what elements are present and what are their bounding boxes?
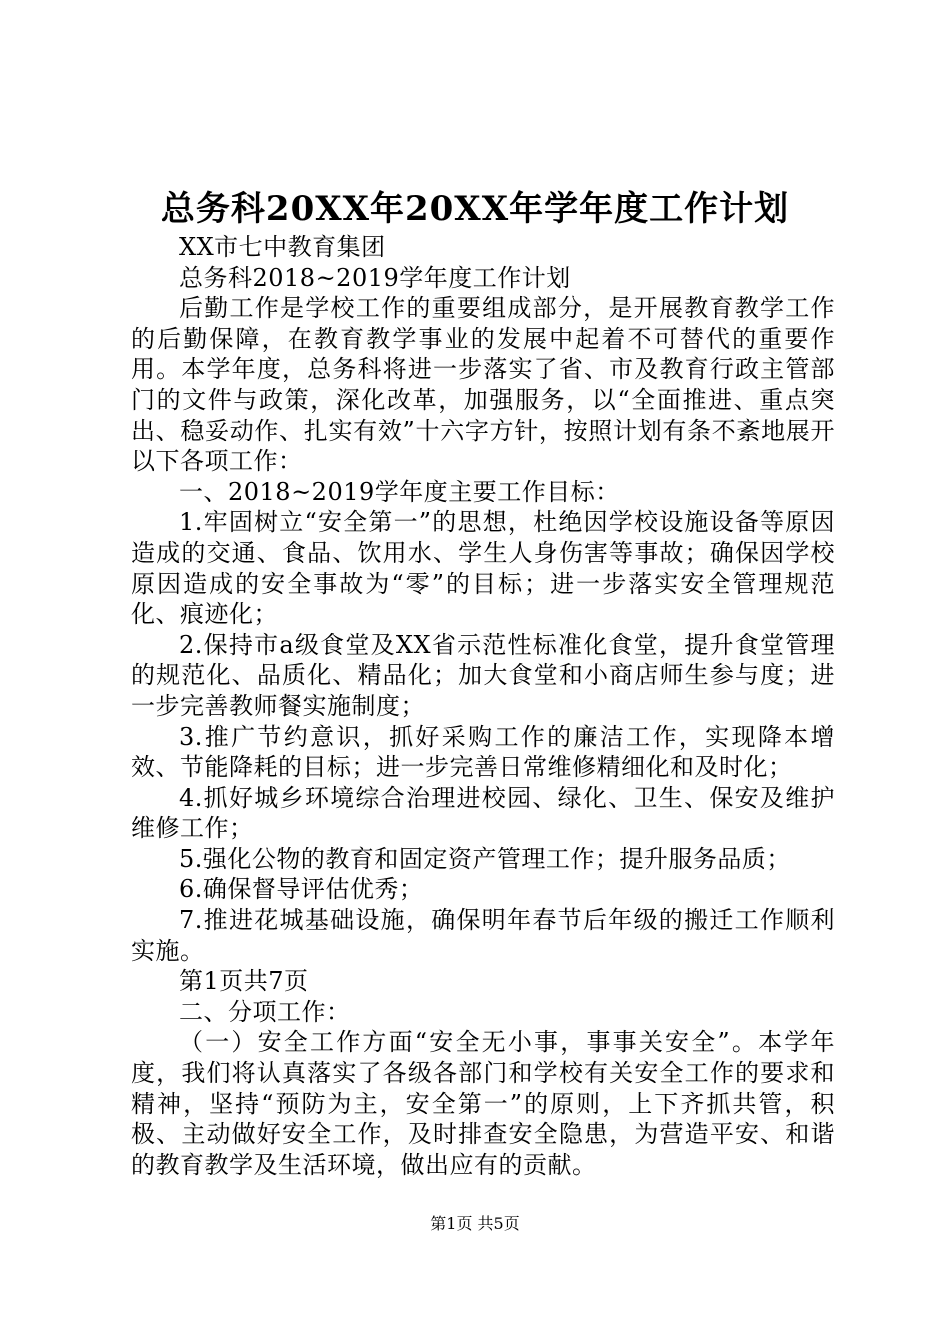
document-title: 总务科20XX年20XX年学年度工作计划 [160,189,790,229]
inline-page-marker: 第1页共7页 [179,967,309,996]
goal-item-6: 6.确保督导评估优秀； [179,875,424,904]
goal-item-3: 3.推广节约意识，抓好采购工作的廉洁工作，实现降本增效、节能降耗的目标；进一步完善日常维修精细化和及时化； [131,722,835,782]
paragraph-subtitle: 总务科2018~2019学年度工作计划 [179,263,571,292]
document-body [131,232,835,1180]
section-heading-goals: 一、2018~2019学年度主要工作目标： [179,477,620,506]
goal-item-4: 4.抓好城乡环境综合治理进校园、绿化、卫生、保安及维护维修工作； [131,783,835,843]
paragraph-intro: 后勤工作是学校工作的重要组成部分，是开展教育教学工作的后勤保障，在教育教学事业的发展中起着不可替代的重要作用。本学年度，总务科将进一步落实了省、市及教育行政主管部门的文件与政策，深化改革，加强服务，以“全面推进、重点突出、稳妥动作、扎实有效”十六字方针，按照计划有条不紊地展开以下各项工作： [131,294,835,476]
paragraph-organization: XX市七中教育集团 [179,233,386,261]
goal-item-7: 7.推进花城基础设施，确保明年春节后年级的搬迁工作顺利实施。 [131,906,835,965]
goal-item-2: 2.保持市a级食堂及XX省示范性标准化食堂，提升食堂管理的规范化、品质化、精品化；加大食堂和小商店师生参与度；进一步完善教师餐实施制度； [131,630,835,720]
goal-item-1: 1.牢固树立“安全第一”的思想，杜绝因学校设施设备等原因造成的交通、食品、饮用水、学生人身伤害等事故；确保因学校原因造成的安全事故为“零”的目标；进一步落实安全管理规范化、痕迹化； [131,508,835,629]
section-heading-tasks: 二、分项工作： [179,997,351,1026]
page-footer: 第1页 共5页 [430,1214,520,1233]
goal-item-5: 5.强化公物的教育和固定资产管理工作；提升服务品质； [179,844,791,873]
paragraph-safety: （一）安全工作方面“安全无小事，事事关安全”。本学年度，我们将认真落实了各级各部门和学校有关安全工作的要求和精神，坚持“预防为主，安全第一”的原则，上下齐抓共管，积极、主动做好安全工作，及时排查安全隐患，为营造平安、和谐的教育教学及生活环境，做出应有的贡献。 [131,1028,835,1179]
